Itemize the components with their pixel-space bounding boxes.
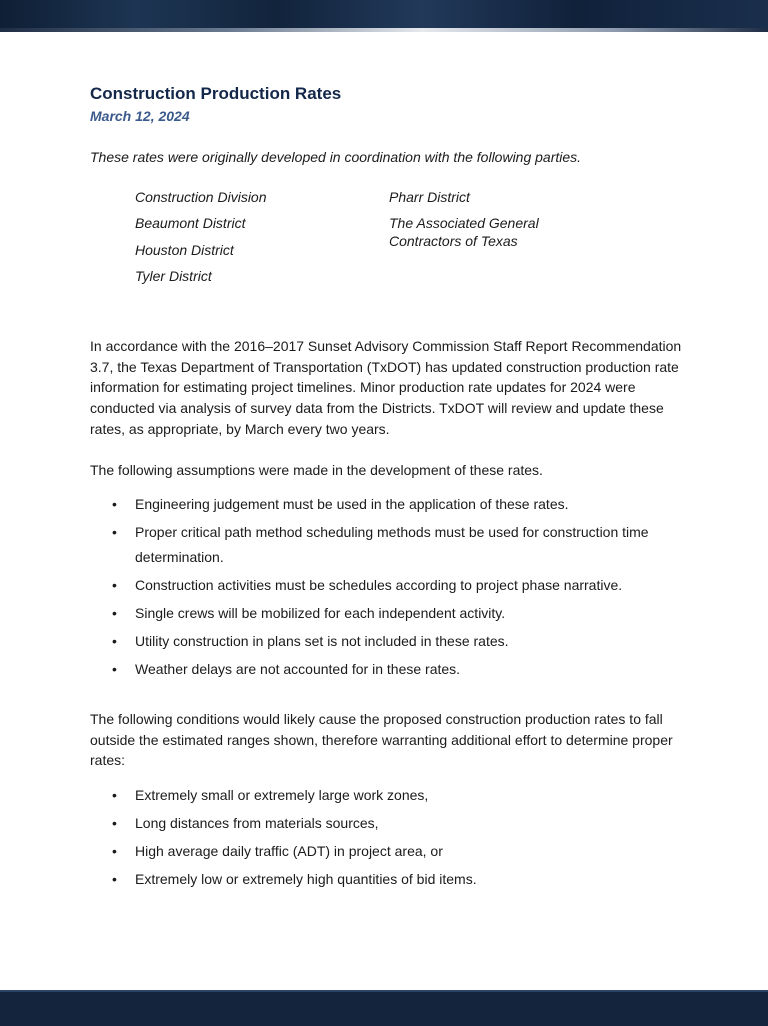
- list-item: • Single crews will be mobilized for each independent activity.: [90, 601, 690, 626]
- conditions-intro: The following conditions would likely cause the proposed construction production rates to fall outside the estimated ranges shown, therefore warranting additional effort to determine proper rates:: [90, 711, 673, 769]
- intro-text: These rates were originally developed in coordination with the following parties.: [90, 149, 582, 165]
- party-name: Beaumont District: [135, 215, 246, 231]
- assumptions-list: [90, 492, 690, 685]
- list-item: • High average daily traffic (ADT) in project area, or: [90, 839, 690, 863]
- list-item: • Utility construction in plans set is not included in these rates.: [90, 629, 690, 654]
- party-name: Construction Division: [135, 189, 267, 205]
- conditions-list: [90, 783, 690, 895]
- document-title: Construction Production Rates: [90, 84, 342, 103]
- document-date: March 12, 2024: [90, 108, 190, 124]
- list-item: • Proper critical path method scheduling methods must be used for construction time determination.: [90, 520, 690, 570]
- list-item: • Long distances from materials sources,: [90, 811, 690, 835]
- list-item: • Engineering judgement must be used in the application of these rates.: [90, 492, 690, 517]
- list-item: • Construction activities must be schedules according to project phase narrative.: [90, 573, 690, 598]
- list-item: • Weather delays are not accounted for in these rates.: [90, 657, 690, 682]
- header-banner: [0, 0, 768, 28]
- list-item: • Extremely low or extremely high quantities of bid items.: [90, 867, 690, 891]
- footer-banner: [0, 990, 768, 1026]
- party-name: Tyler District: [135, 268, 212, 284]
- party-name: Pharr District: [389, 189, 470, 205]
- party-name: Houston District: [135, 242, 234, 258]
- list-item: • Extremely small or extremely large work zones,: [90, 783, 690, 807]
- assumptions-intro: The following assumptions were made in the development of these rates.: [90, 462, 543, 478]
- body-paragraph: In accordance with the 2016–2017 Sunset Advisory Commission Staff Report Recommendation 3.7, the Texas Department of Transportation (TxDOT) has updated construction production rate information for estimating project timelines. Minor production rate updates for 2024 were conducted via analysis of survey data from the Districts. TxDOT will review and update these rates, as appropriate, by March every two years.: [90, 338, 682, 437]
- header-divider: [0, 28, 768, 32]
- party-name: The Associated General Contractors of Texas: [389, 215, 539, 249]
